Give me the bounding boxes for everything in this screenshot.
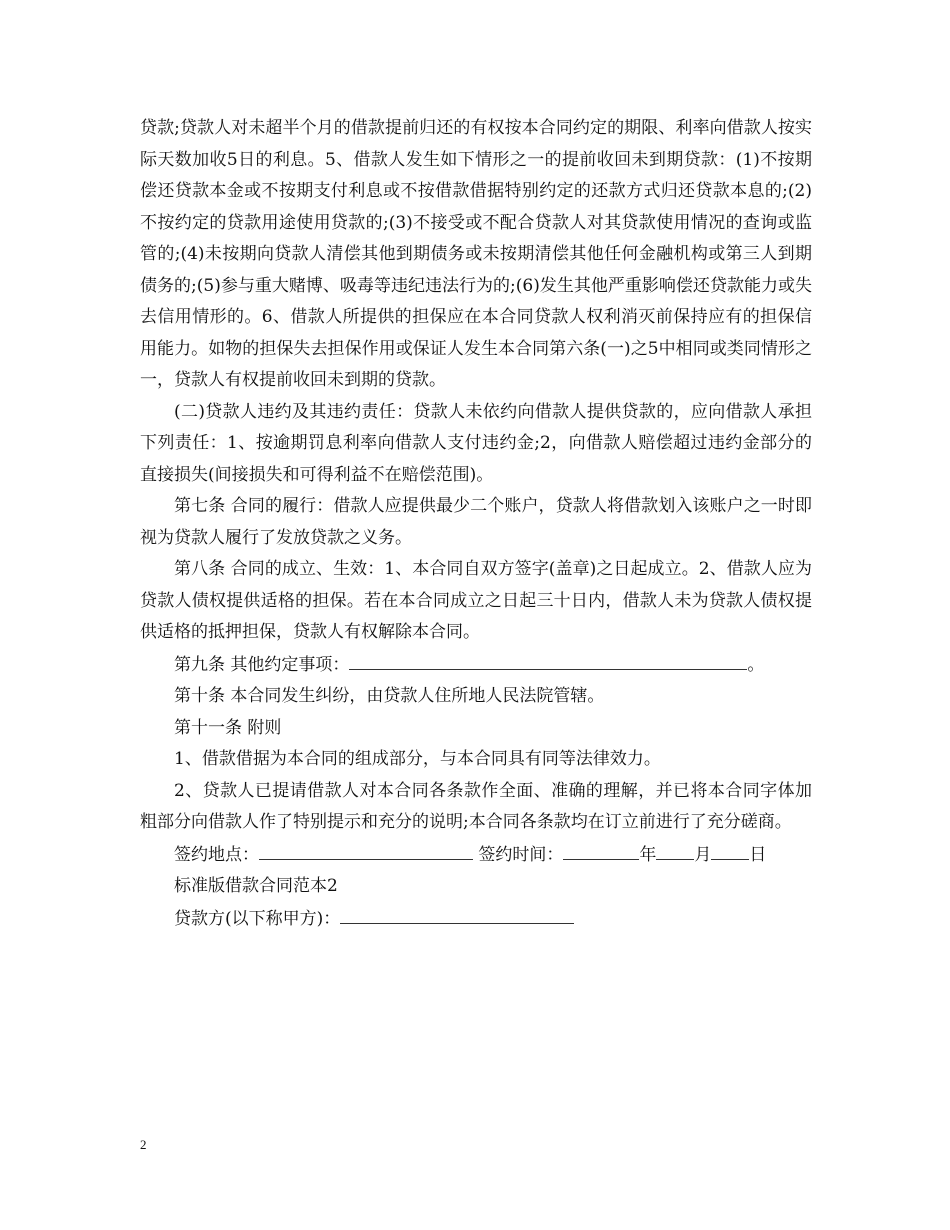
sign-place-label: 签约地点：	[174, 844, 259, 865]
page-number: 2	[140, 1137, 147, 1152]
other-terms-blank[interactable]	[349, 649, 747, 670]
signing-line	[140, 839, 812, 872]
year-label: 年	[639, 844, 657, 865]
template-title: 标准版借款合同范本2	[174, 876, 338, 896]
lender-line	[140, 903, 812, 936]
lender-label: 贷款方(以下称甲方)：	[174, 908, 341, 929]
article-9-label: 第九条 其他约定事项：	[174, 654, 350, 675]
paragraph-lender-breach: (二)贷款人违约及其违约责任：贷款人未依约向借款人提供贷款的，应向借款人承担下列责任：1、按逾期罚息利率向借款人支付违约金;2，向借款人赔偿超过违约金部分的直接损失(间接损失和可得利益不在赔偿范围)。	[140, 401, 812, 485]
day-label: 日	[749, 844, 767, 865]
paragraph-article-8: 第八条 合同的成立、生效：1、本合同自双方签字(盖章)之日起成立。2、借款人应为贷款人债权提供适格的担保。若在本合同成立之日起三十日内，借款人未为贷款人债权提供适格的抵押担保，贷款人有权解除本合同。	[140, 559, 812, 642]
lender-name-blank[interactable]	[340, 903, 574, 924]
article-9-end: 。	[747, 654, 765, 675]
sign-year-blank[interactable]	[563, 839, 639, 860]
paragraph-article-7: 第七条 合同的履行：借款人应提供最少二个账户，贷款人将借款划入该账户之一时即视为贷款人履行了发放贷款之义务。	[140, 496, 812, 548]
document-body	[140, 113, 812, 935]
paragraph-article-10: 第十条 本合同发生纠纷，由贷款人住所地人民法院管辖。	[174, 686, 605, 706]
paragraph-early-repayment: 贷款;贷款人对未超半个月的借款提前归还的有权按本合同约定的期限、利率向借款人按实际天数加收5日的利息。5、借款人发生如下情形之一的提前收回未到期贷款：(1)不按期偿还贷款本金或不按期支付利息或不按借款借据特别约定的还款方式归还贷款本息的;(2)不按约定的贷款用途使用贷款的;(3)不接受或不配合贷款人对其贷款使用情况的查询或监管的;(4)未按期向贷款人清偿其他到期债务或未按期清偿其他任何金融机构或第三人到期债务的;(5)参与重大赌博、吸毒等违纪违法行为的;(6)发生其他严重影响偿还贷款能力或失去信用情形的。6、借款人所提供的担保应在本合同贷款人权利消灭前保持应有的担保信用能力。如物的担保失去担保作用或保证人发生本合同第六条(一)之5中相同或类同情形之一，贷款人有权提前收回未到期的贷款。	[140, 118, 812, 390]
paragraph-annex-2: 2、贷款人已提请借款人对本合同各条款作全面、准确的理解，并已将本合同字体加粗部分向借款人作了特别提示和充分的说明;本合同各条款均在订立前进行了充分磋商。	[140, 780, 812, 832]
sign-place-blank[interactable]	[259, 839, 473, 860]
paragraph-annex-1: 1、借款借据为本合同的组成部分，与本合同具有同等法律效力。	[174, 749, 661, 769]
paragraph-article-11-heading: 第十一条 附则	[174, 717, 282, 738]
sign-month-blank[interactable]	[656, 839, 694, 860]
sign-time-label: 签约时间：	[478, 844, 564, 865]
paragraph-article-9	[140, 649, 812, 682]
sign-day-blank[interactable]	[711, 839, 749, 860]
month-label: 月	[694, 844, 712, 865]
